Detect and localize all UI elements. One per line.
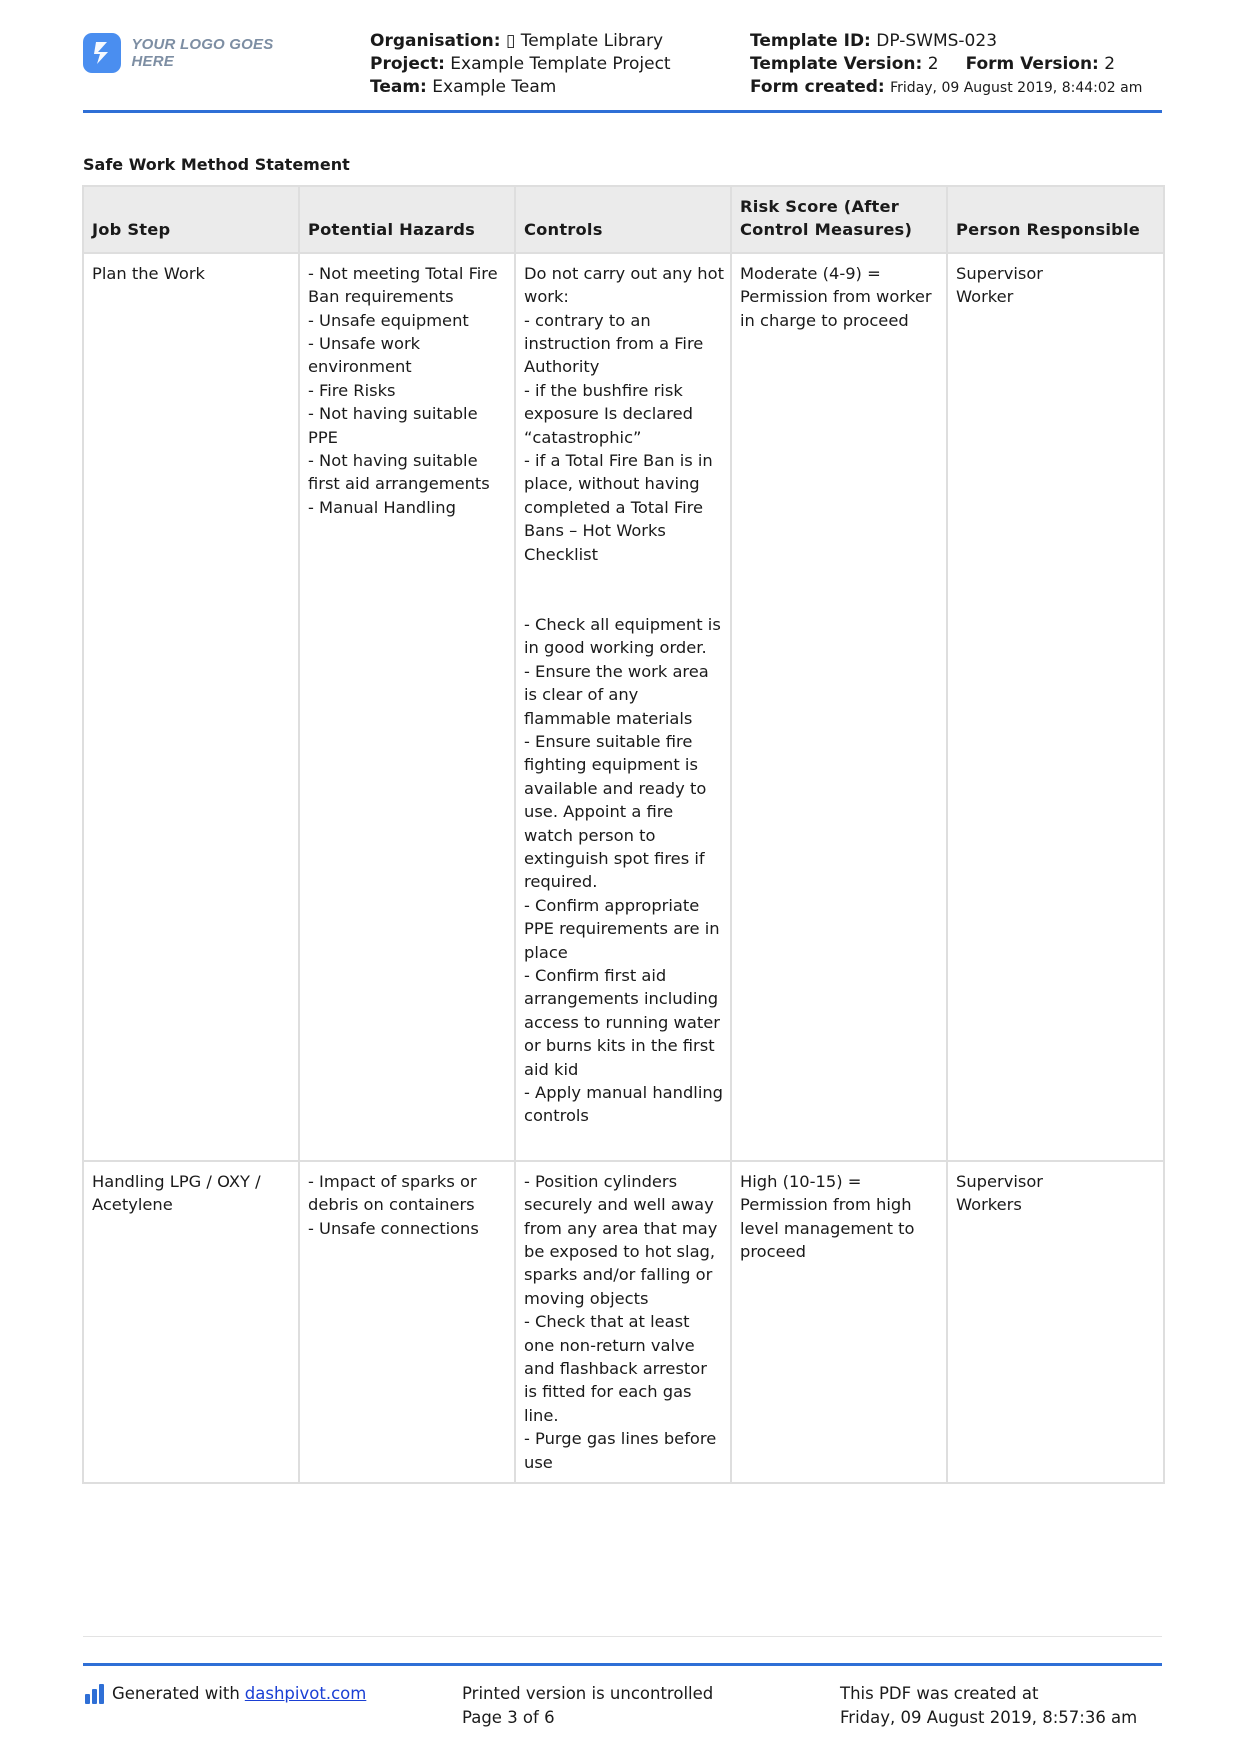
risk-score-cell: High (10-15) = Permission from high level management to proceed (731, 1161, 947, 1483)
generated-prefix: Generated with (112, 1684, 240, 1703)
footer-generated (85, 1682, 366, 1706)
organisation-value: ▯ Template Library (505, 31, 664, 51)
form-version-value: 2 (1104, 54, 1116, 74)
person-responsible-cell: Supervisor Worker (947, 253, 1164, 1161)
section-title: Safe Work Method Statement (83, 155, 350, 174)
template-version-label: Template Version: (750, 54, 923, 74)
footer-created-info (840, 1682, 1137, 1729)
controls-cell: Do not carry out any hot work: - contrary to an instruction from a Fire Authority - if the bushfire risk exposure Is declared “catastrophic” - if a Total Fire Ban is in place, without having completed a Total Fire Bans – Hot Works Checklist - Check all equipment is in good working order. - Ensure the work area is clear of any flammable materials - Ensure suitable fire fighting equipment is available and ready to use. Appoint a fire watch person to extinguish spot fires if required. - Confirm appropriate PPE requirements are in place - Confirm first aid arrangements including access to running water or burns kits in the first aid kid - Apply manual handling controls (515, 253, 731, 1161)
controls-cell: - Position cylinders securely and well away from any area that may be exposed to hot slag, sparks and/or falling or moving objects - Check that at least one non-return valve and flashback arrestor is fitted for each gas line. - Purge gas lines before use (515, 1161, 731, 1483)
footer-divider (83, 1663, 1162, 1666)
pdf-created-label: This PDF was created at (840, 1684, 1039, 1703)
form-created-value: Friday, 09 August 2019, 8:44:02 am (890, 80, 1143, 96)
template-version-value: 2 (927, 54, 939, 74)
logo-icon (83, 33, 121, 73)
logo-text: YOUR LOGO GOES HERE (131, 36, 274, 70)
team-value: Example Team (432, 77, 557, 97)
hazards-cell: - Not meeting Total Fire Ban requirements - Unsafe equipment - Unsafe work environment - Fire Risks - Not having suitable PPE - Not having suitable first aid arrangements - Manual Handling (299, 253, 515, 1161)
form-created-label: Form created: (750, 77, 885, 97)
template-id-value: DP-SWMS-023 (876, 31, 998, 51)
dashpivot-link[interactable]: dashpivot.com (244, 1684, 367, 1703)
footer-page-info (462, 1682, 713, 1729)
page-number: Page 3 of 6 (462, 1707, 555, 1727)
header-project-info (370, 30, 671, 99)
project-label: Project: (370, 54, 445, 74)
table-row (83, 253, 1164, 1161)
col-header-person-responsible: Person Responsible (947, 186, 1164, 253)
job-step-cell: Handling LPG / OXY / Acetylene (83, 1161, 299, 1483)
col-header-controls: Controls (515, 186, 731, 253)
col-header-risk-score: Risk Score (After Control Measures) (731, 186, 947, 253)
risk-score-cell: Moderate (4-9) = Permission from worker in charge to proceed (731, 253, 947, 1161)
uncontrolled-notice: Printed version is uncontrolled (462, 1684, 714, 1703)
team-label: Team: (370, 77, 427, 97)
job-step-cell: Plan the Work (83, 253, 299, 1161)
header-template-info (750, 30, 1142, 100)
project-value: Example Template Project (450, 54, 671, 74)
form-version-label: Form Version: (965, 54, 1099, 74)
header-divider (83, 110, 1162, 113)
dashpivot-bars-icon (85, 1684, 104, 1704)
table-row (83, 1161, 1164, 1483)
col-header-potential-hazards: Potential Hazards (299, 186, 515, 253)
organisation-label: Organisation: (370, 31, 501, 51)
company-logo (83, 33, 313, 73)
person-responsible-cell: Supervisor Workers (947, 1161, 1164, 1483)
pdf-created-timestamp: Friday, 09 August 2019, 8:57:36 am (840, 1707, 1138, 1727)
hazards-cell: - Impact of sparks or debris on containers - Unsafe connections (299, 1161, 515, 1483)
template-id-label: Template ID: (750, 31, 871, 51)
swms-table (82, 185, 1165, 1484)
table-header-row (83, 186, 1164, 253)
col-header-job-step: Job Step (83, 186, 299, 253)
footer-thin-divider (83, 1636, 1162, 1637)
